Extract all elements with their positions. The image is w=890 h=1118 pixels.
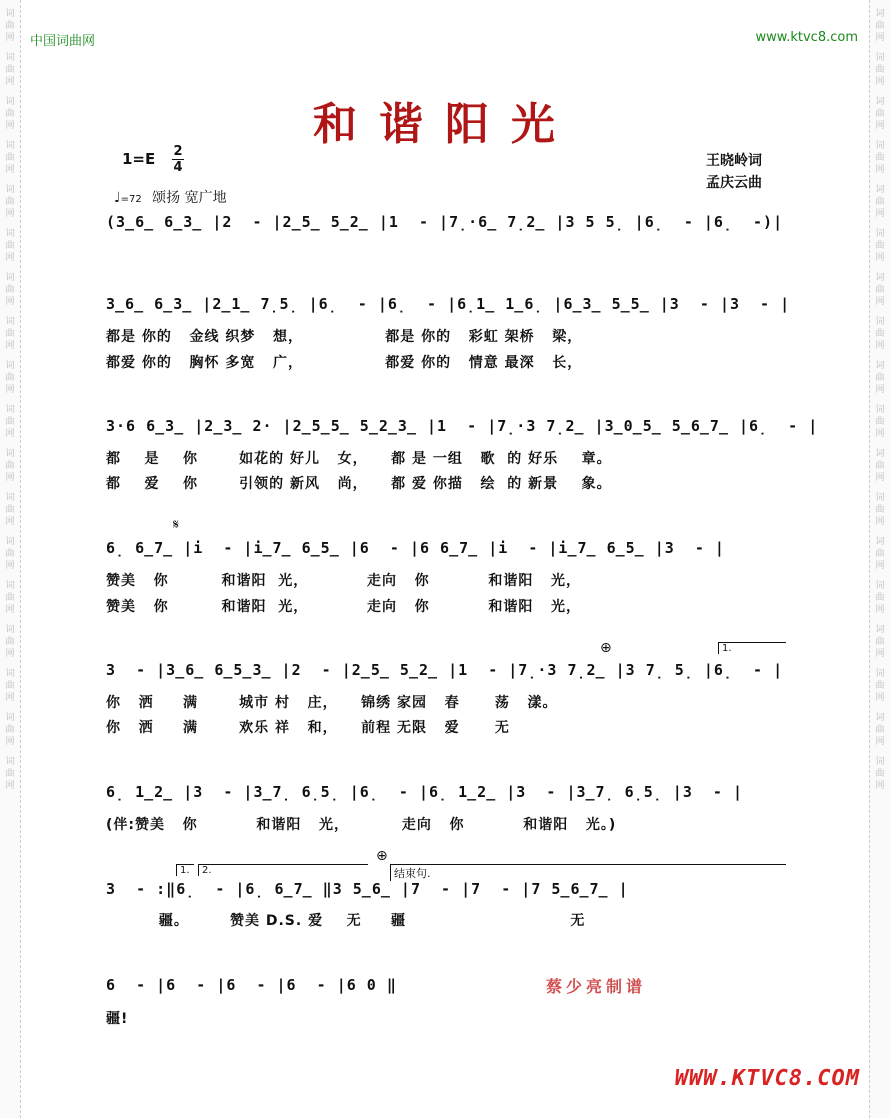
margin-watermark: 词 曲 网 [5, 669, 15, 703]
notation-row-8: 6 - |6 - |6 - |6 - |6 0 ‖ [106, 976, 397, 994]
margin-watermark: 词 曲 网 [875, 97, 885, 131]
time-signature [172, 145, 184, 174]
margin-watermark: 词 曲 网 [875, 757, 885, 791]
margin-watermark: 词 曲 网 [5, 581, 15, 615]
margin-watermark: 词 曲 网 [5, 625, 15, 659]
coda-mark: ⊕ [600, 640, 612, 656]
notation-row-3: 3·6 6̲3̲ |2̲3̲ 2· |2̲5̲5̲ 5̲2̲3̲ |1 - |7̣·3 7̣2̲ |3̲0̲5̲ 5̲6̲7̲ |6̣ - | [106, 417, 819, 435]
segno-mark: 𝄋 [173, 517, 180, 533]
margin-watermark: 词 曲 网 [875, 229, 885, 263]
margin-watermark: 词 曲 网 [875, 317, 885, 351]
margin-watermark: 词 曲 网 [5, 229, 15, 263]
margin-watermark: 词 曲 网 [875, 9, 885, 43]
site-name-left[interactable]: 中国词曲网 [30, 34, 96, 49]
margin-watermark: 词 曲 网 [5, 185, 15, 219]
ending-bracket: 结束句. [390, 864, 786, 881]
lyric-row-8: 疆! [106, 1011, 129, 1027]
notation-row-5: 3 - |3̲6̲ 6̲5̲3̲ |2 - |2̲5̲ 5̲2̲ |1 - |7̣·3 7̣2̲ |3 7̣ 5̣ |6̣ - | [106, 661, 784, 679]
left-margin-strip [0, 0, 21, 1118]
margin-watermark: 词 曲 网 [5, 757, 15, 791]
margin-watermark: 词 曲 网 [875, 625, 885, 659]
key-signature: 1=E [122, 150, 156, 168]
margin-watermark: 词 曲 网 [5, 141, 15, 175]
lyricist: 王晓岭词 [706, 153, 762, 169]
tempo-style: 颂扬 宽广地 [152, 190, 227, 206]
margin-watermark: 词 曲 网 [875, 273, 885, 307]
lyric-row-2b: 都爱 你的 胸怀 多宽 广， 都爱 你的 情意 最深 长， [106, 355, 583, 371]
lyric-row-4a: 赞美 你 和谐阳 光， 走向 你 和谐阳 光， [106, 573, 581, 589]
notation-row-6: 6̣ 1̲2̲ |3 - |3̲7̣ 6̣5̣ |6̣ - |6̣ 1̲2̲ |3 - |3̲7̣ 6̣5̣ |3 - | [106, 783, 743, 801]
volta-1-end: 1. [176, 864, 194, 876]
margin-watermark: 词 曲 网 [875, 493, 885, 527]
lyric-row-2a: 都是 你的 金线 织梦 想， 都是 你的 彩虹 架桥 梁， [106, 329, 583, 345]
margin-watermark: 词 曲 网 [5, 713, 15, 747]
margin-watermark: 词 曲 网 [875, 53, 885, 87]
margin-watermark: 词 曲 网 [875, 713, 885, 747]
notation-row-7: 3 - :‖6̣ - |6̣ 6̲7̲ ‖3 5̲6̲ |7 - |7 - |7 5̲6̲7̲ | [106, 880, 629, 898]
quarter-note-icon: ♩ [114, 190, 121, 206]
lyric-row-5a: 你 洒 满 城市 村 庄， 锦绣 家园 春 荡 漾。 [106, 695, 558, 711]
lyric-row-5b: 你 洒 满 欢乐 祥 和， 前程 无限 爱 无 [106, 720, 510, 736]
margin-watermark: 词 曲 网 [875, 669, 885, 703]
margin-watermark: 词 曲 网 [875, 581, 885, 615]
lyric-row-3a: 都 是 你 如花的 好儿 女， 都 是 一组 歌 的 好乐 章。 [106, 451, 612, 467]
margin-watermark: 词 曲 网 [5, 405, 15, 439]
coda-mark-2: ⊕ [376, 848, 388, 864]
margin-watermark: 词 曲 网 [875, 449, 885, 483]
margin-watermark: 词 曲 网 [5, 317, 15, 351]
margin-watermark: 词 曲 网 [875, 537, 885, 571]
site-logo[interactable]: WWW.KTVC8.COM [674, 1066, 860, 1091]
composer: 孟庆云曲 [706, 175, 762, 191]
transcriber-credit: 蔡少亮制谱 [546, 977, 647, 996]
margin-watermark: 词 曲 网 [5, 361, 15, 395]
margin-watermark: 词 曲 网 [5, 537, 15, 571]
right-margin-strip [869, 0, 890, 1118]
margin-watermark: 词 曲 网 [5, 449, 15, 483]
volta-2-bracket: 2. [198, 864, 368, 876]
margin-watermark: 词 曲 网 [875, 141, 885, 175]
margin-watermark: 词 曲 网 [5, 273, 15, 307]
meter-bottom: 4 [173, 160, 183, 175]
lyric-row-3b: 都 爱 你 引领的 新风 尚， 都 爱 你描 绘 的 新景 象。 [106, 476, 612, 492]
lyric-row-7: 疆。 赞美 D.S. 爱 无 疆 无 [106, 913, 586, 929]
margin-watermark: 词 曲 网 [875, 405, 885, 439]
notation-row-4: 6̣ 6̲7̲ |i - |i̲7̲ 6̲5̲ |6 - |6 6̲7̲ |i - |i̲7̲ 6̲5̲ |3 - | [106, 539, 725, 557]
margin-watermark: 词 曲 网 [5, 97, 15, 131]
volta-1-bracket: 1. [718, 642, 786, 654]
margin-watermark: 词 曲 网 [5, 493, 15, 527]
song-title: 和谐阳光 [313, 99, 577, 150]
meter-top: 2 [173, 144, 183, 159]
tempo-marking [114, 187, 227, 207]
margin-watermark: 词 曲 网 [5, 9, 15, 43]
margin-watermark: 词 曲 网 [875, 185, 885, 219]
lyric-row-4b: 赞美 你 和谐阳 光， 走向 你 和谐阳 光， [106, 599, 581, 615]
site-url-right[interactable]: www.ktvc8.com [755, 30, 858, 45]
notation-row-1: (3̲6̲ 6̲3̲ |2 - |2̲5̲ 5̲2̲ |1 - |7̣·6̲ 7̣2̲ |3 5 5̣ |6̣ - |6̣ -)| [106, 213, 784, 231]
notation-row-2: 3̲6̲ 6̲3̲ |2̲1̲ 7̣5̣ |6̣ - |6̣ - |6̣1̲ 1̲6̣ |6̲3̲ 5̲5̲ |3 - |3 - | [106, 295, 791, 313]
margin-watermark: 词 曲 网 [5, 53, 15, 87]
lyric-row-6: (伴:赞美 你 和谐阳 光， 走向 你 和谐阳 光。) [106, 817, 617, 833]
tempo-value: =72 [120, 194, 142, 205]
margin-watermark: 词 曲 网 [875, 361, 885, 395]
